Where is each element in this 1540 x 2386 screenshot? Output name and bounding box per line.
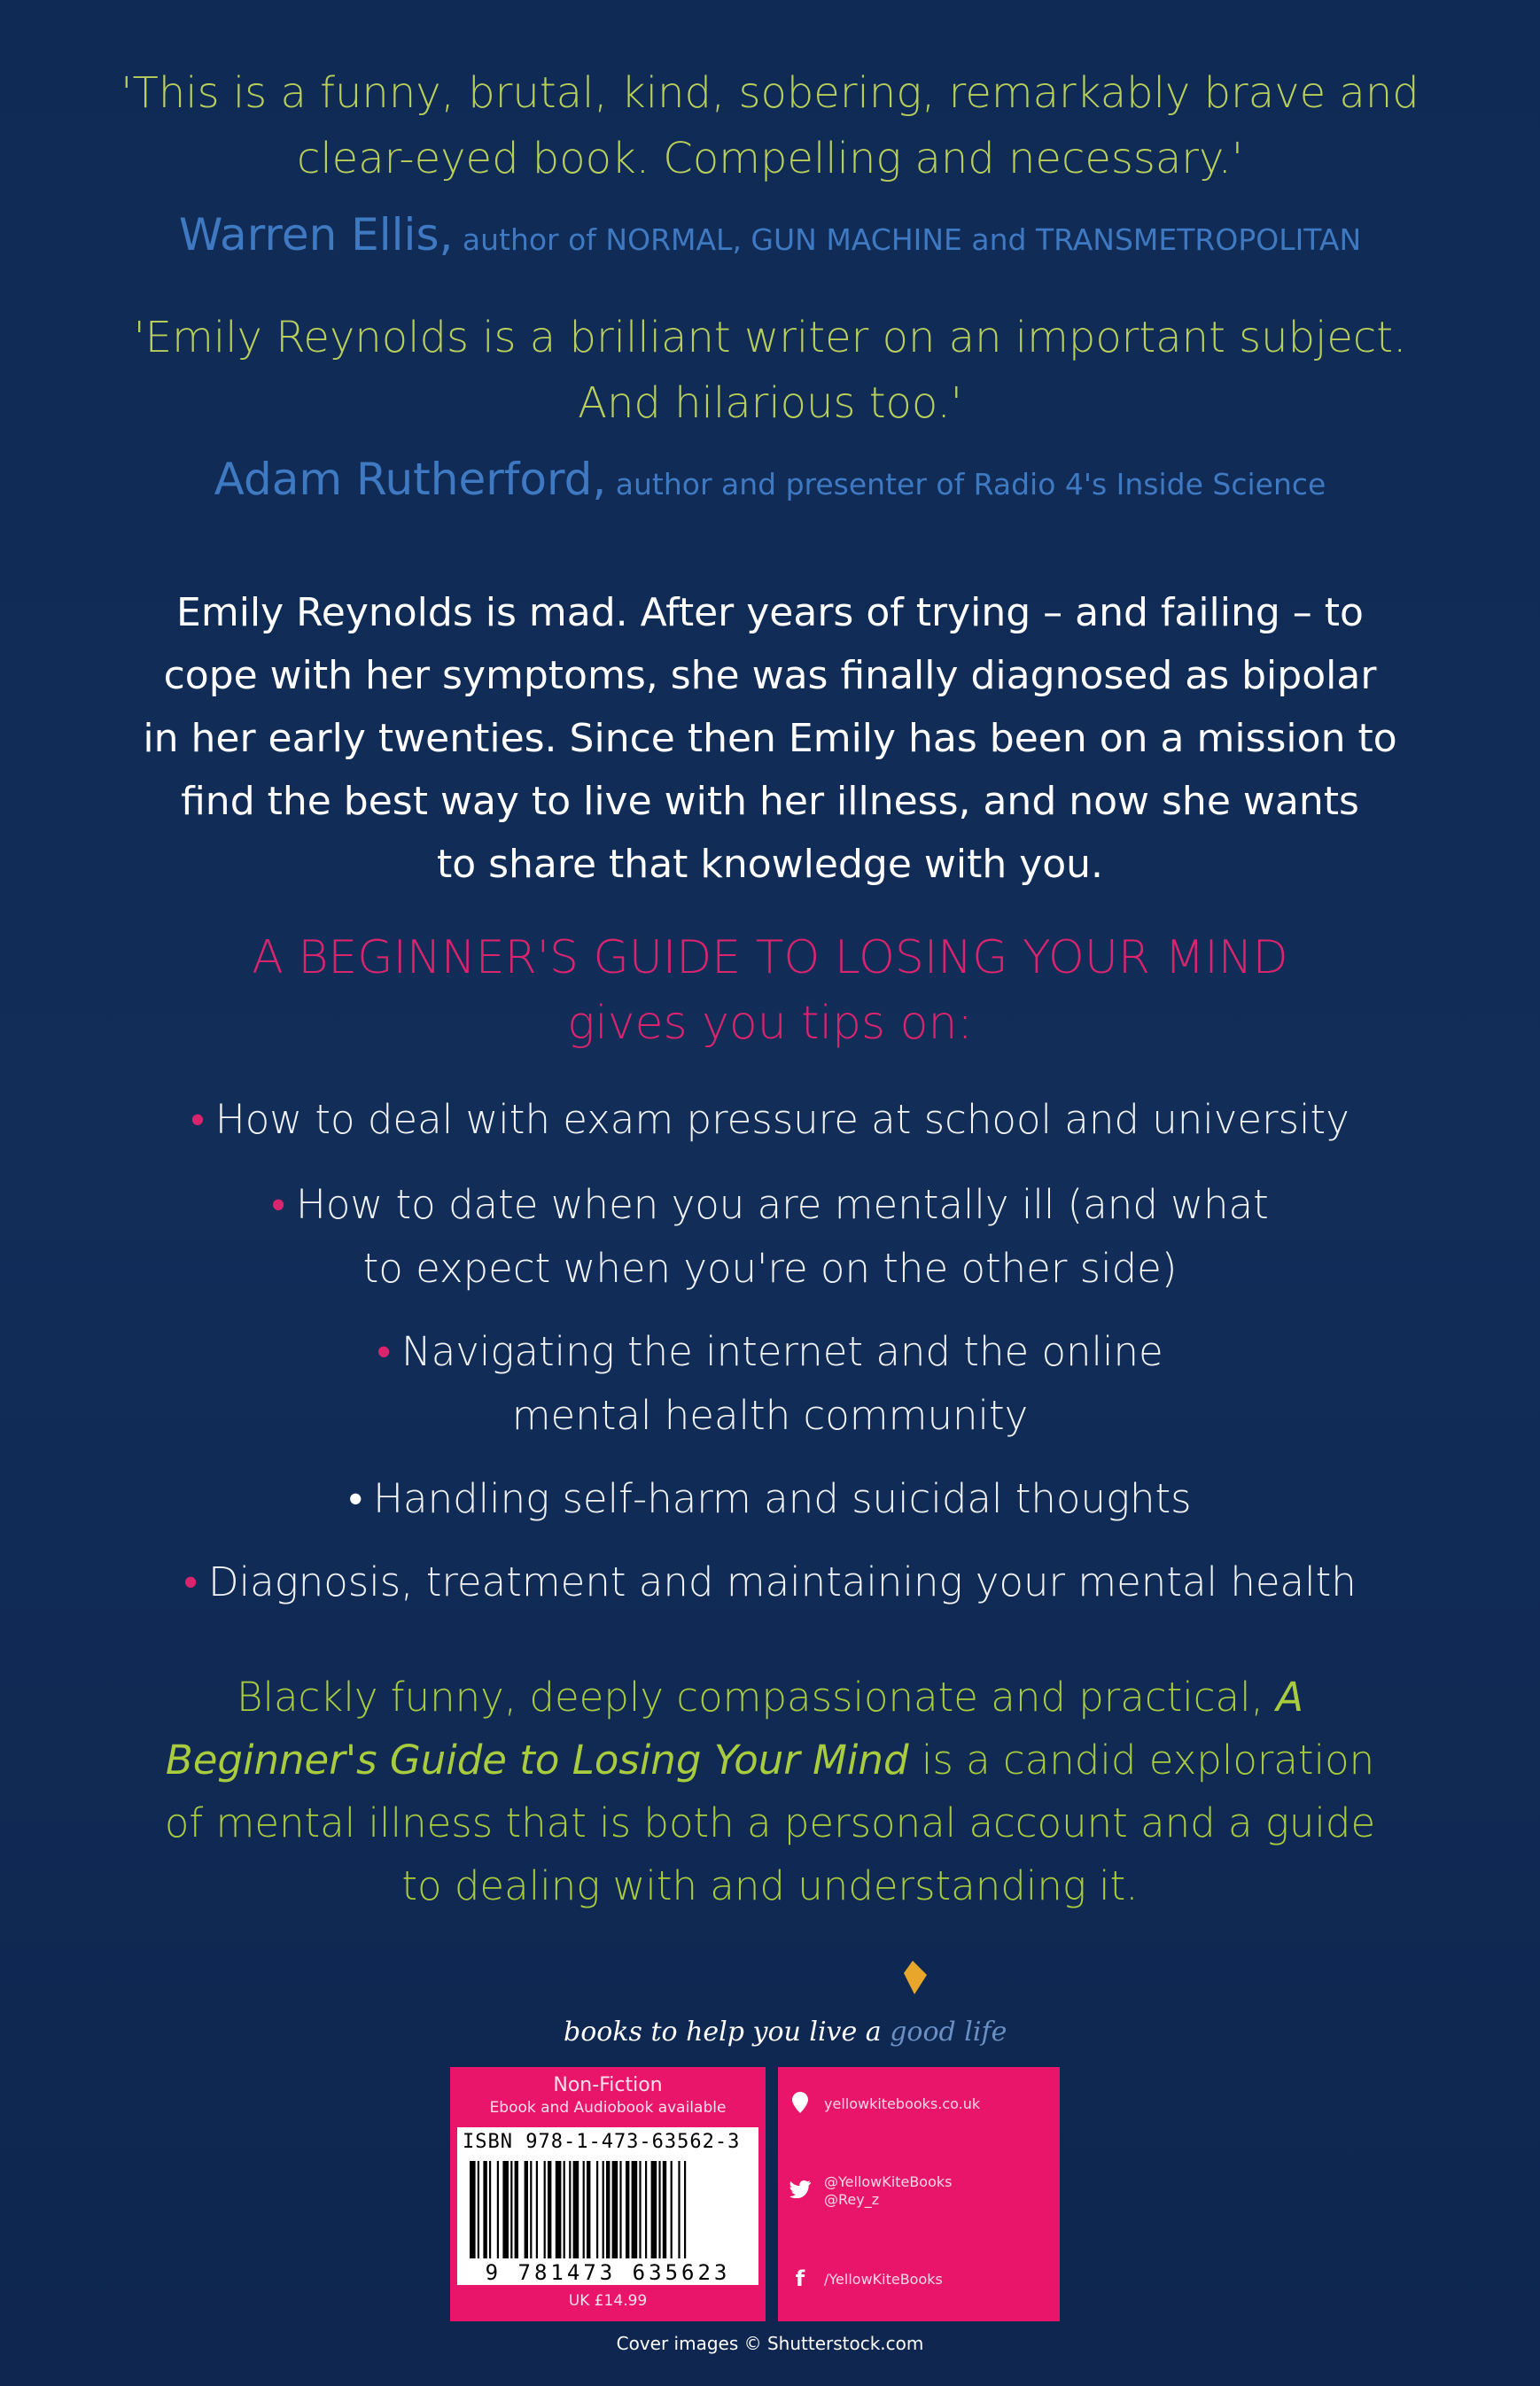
blurb-line-1: Emily Reynolds is mad. After years of trying – and failing – to [176,590,1364,635]
closing-line-4: to dealing with and understanding it. [401,1862,1139,1909]
quote-2-line-2: And hilarious too.' [578,378,962,428]
quote-1-author: Warren Ellis, [178,209,454,260]
barcode-digits: 9 781473 635623 [485,2260,731,2285]
barcode [457,2127,758,2285]
blurb-line-5: to share that knowledge with you. [436,842,1104,887]
closing-paragraph [0,1666,1540,1917]
barcode-bars-icon [470,2161,753,2258]
tagline-prefix: books to help you live a [564,2017,891,2048]
closing-line-2: is a candid exploration [908,1737,1375,1784]
website-link[interactable]: yellowkitebooks.co.uk [824,2095,981,2112]
blurb-line-4: find the best way to live with her illness, and now she wants [181,779,1359,824]
quote-1-author-desc: author of NORMAL, GUN MACHINE and TRANSMETROPOLITAN [453,222,1362,257]
bullet-2-line-2: to expect when you're on the other side) [362,1245,1178,1292]
tagline-good-life: good life [890,2017,1007,2048]
bullet-dot: • [191,1096,205,1143]
quote-1 [0,60,1540,191]
facebook-icon: f [795,2266,805,2291]
price-label: UK £14.99 [568,2292,648,2310]
bullet-1-line-1: How to deal with exam pressure at school and university [214,1096,1349,1143]
quote-2-author-desc: author and presenter of Radio 4's Inside Science [606,467,1326,501]
bullet-item-1 [0,1088,1540,1152]
bullet-item-2 [0,1173,1540,1301]
quote-1-line-1: 'This is a funny, brutal, kind, sobering, remarkably brave and [121,68,1419,118]
twitter-bird-icon [789,2180,812,2203]
bullet-4-line-1: Handling self-harm and suicidal thoughts [373,1475,1192,1522]
cover-credit: Cover images © Shutterstock.com [616,2333,924,2354]
facebook-row[interactable] [789,2267,943,2290]
bullet-dot: • [348,1475,363,1522]
yellow-kite-logo-icon [900,1961,927,1996]
bullet-item-3 [0,1320,1540,1448]
quote-2-attribution [0,454,1540,505]
isbn-number: ISBN 978-1-473-63562-3 [463,2131,741,2153]
location-pin-icon [789,2092,812,2115]
quote-1-line-2: clear-eyed book. Compelling and necessary.' [296,134,1244,183]
bullet-dot: • [377,1328,392,1375]
website-row[interactable] [789,2092,980,2115]
quote-2-line-1: 'Emily Reynolds is a brilliant writer on an important subject. [133,313,1407,362]
closing-book-title: Beginner's Guide to Losing Your Mind [165,1737,909,1784]
publisher-tagline [564,2017,1007,2048]
blurb-line-3: in her early twenties. Since then Emily has been on a mission to [143,716,1397,761]
bullet-5-line-1: Diagnosis, treatment and maintaining your mental health [207,1558,1357,1605]
twitter-row[interactable] [789,2173,952,2209]
bullet-item-5 [0,1551,1540,1614]
blurb-line-2: cope with her symptoms, she was finally diagnosed as bipolar [163,653,1377,698]
blurb [0,581,1540,896]
tips-heading [0,925,1540,1056]
bullet-dot: • [183,1558,198,1605]
formats-label: Ebook and Audiobook available [489,2099,727,2117]
bullet-3-line-2: mental health community [511,1392,1029,1439]
bullet-item-4 [0,1467,1540,1531]
isbn-panel [450,2067,766,2321]
tips-heading-title: A BEGINNER'S GUIDE TO LOSING YOUR MIND [252,931,1288,984]
quote-1-attribution [0,209,1540,260]
social-panel [778,2067,1060,2321]
closing-line-1: Blackly funny, deeply compassionate and practical, [237,1674,1277,1721]
facebook-link[interactable]: /YellowKiteBooks [824,2270,943,2288]
bullet-2-line-1: How to date when you are mentally ill (and what [296,1181,1269,1228]
quote-2 [0,305,1540,436]
twitter-handle-2[interactable]: @Rey_z [824,2191,880,2208]
closing-line-3: of mental illness that is both a personal account and a guide [164,1799,1376,1846]
category-label: Non-Fiction [553,2074,663,2096]
bullet-3-line-1: Navigating the internet and the online [401,1328,1163,1375]
tips-heading-sub: gives you tips on: [567,997,973,1050]
quote-2-author: Adam Rutherford, [214,454,607,505]
twitter-handle[interactable]: @YellowKiteBooks [824,2173,953,2190]
bullet-dot: • [271,1181,286,1228]
closing-line-1-italic: A [1276,1674,1303,1721]
